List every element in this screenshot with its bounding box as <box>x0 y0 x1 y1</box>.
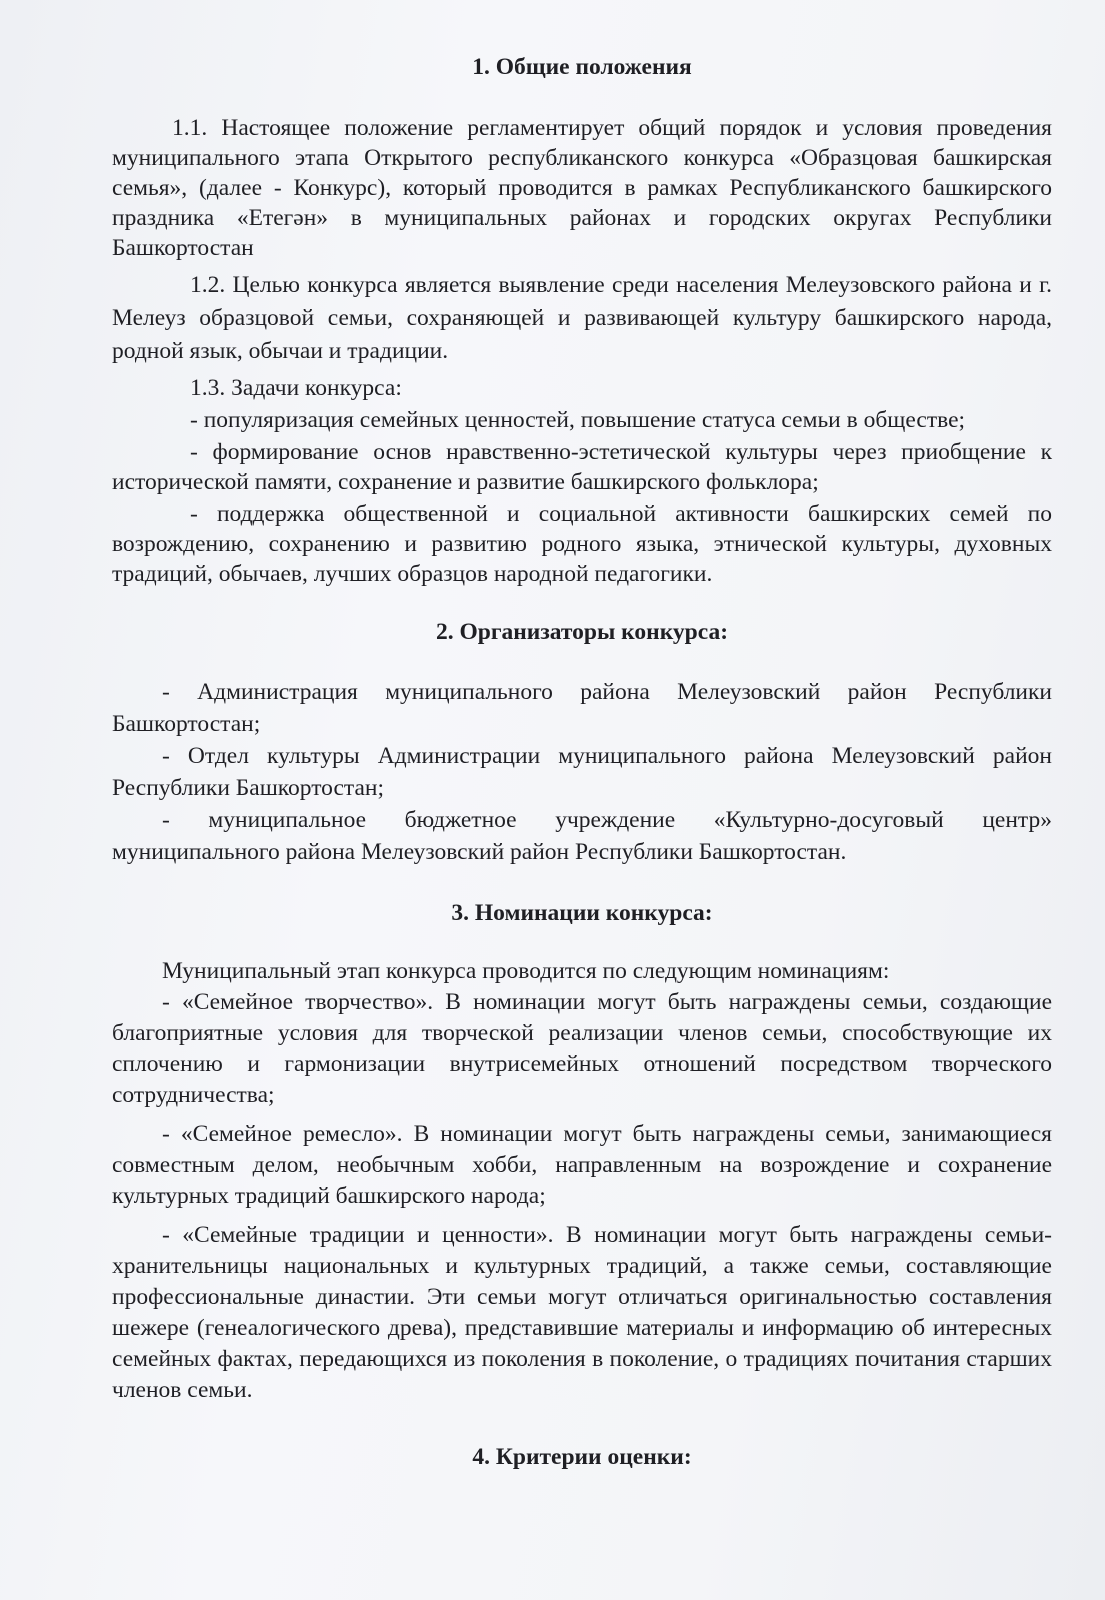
section-3-nomination-1: - «Семейное творчество». В номинации могут быть награждены семьи, создающие благоприятные условия для творческой реализации членов семьи, способствующие их сплочению и гармонизации внутрисемейных отношений посредством творческого сотрудничества; <box>112 989 1052 1108</box>
section-2-organizer-1: - Администрация муниципального района Мелеузовский район Республики Башкортостан; <box>112 679 1052 737</box>
section-2-organizer-3: - муниципальное бюджетное учреждение «Культурно-досуговый центр» муниципального района Мелеузовский район Республики Башкортостан. <box>112 807 1052 865</box>
section-4-title: 4. Критерии оценки: <box>472 1444 692 1470</box>
section-2-organizer-2: - Отдел культуры Администрации муниципального района Мелеузовский район Республики Башкортостан; <box>112 743 1052 801</box>
section-1-title: 1. Общие положения <box>472 54 692 80</box>
section-1-paragraph-1-3: 1.3. Задачи конкурса: <box>190 375 402 401</box>
section-1-task-2: - формирование основ нравственно-эстетической культуры через приобщение к исторической памяти, сохранение и развитие башкирского фольклора; <box>112 439 1052 495</box>
section-3-title: 3. Номинации конкурса: <box>451 900 713 926</box>
section-3-intro: Муниципальный этап конкурса проводится по следующим номинациям: <box>162 958 890 984</box>
section-3-nomination-3: - «Семейные традиции и ценности». В номинации могут быть награждены семьи-хранительницы национальных и культурных традиций, а также семьи, составляющие профессиональные династии. Эти семьи могут отличаться оригинальностью составления шежере (генеалогического древа), представившие материалы и информацию об интересных семейных фактах, передающихся из поколения в поколение, о традициях почитания старших членов семьи. <box>112 1222 1052 1403</box>
section-1-task-3: - поддержка общественной и социальной активности башкирских семей по возрождению, сохранению и развитию родного языка, этнической культуры, духовных традиций, обычаев, лучших образцов народной педагогики. <box>112 501 1052 587</box>
document-body <box>112 52 1052 1472</box>
section-1-paragraph-1-1: 1.1. Настоящее положение регламентирует общий порядок и условия проведения муниципального этапа Открытого республиканского конкурса «Образцовая башкирская семья», (далее - Конкурс), который проводится в рамках Республиканского башкирского праздника «Етегән» в муниципальных районах и городских округах Республики Башкортостан <box>112 115 1052 261</box>
section-2-title: 2. Организаторы конкурса: <box>435 619 729 645</box>
section-1-task-1: - популяризация семейных ценностей, повышение статуса семьи в обществе; <box>190 407 966 433</box>
section-3-nomination-2: - «Семейное ремесло». В номинации могут быть награждены семьи, занимающиеся совместным делом, необычным хобби, направленным на возрождение и сохранение культурных традиций башкирского народа; <box>112 1121 1052 1209</box>
section-1-paragraph-1-2: 1.2. Целью конкурса является выявление среди населения Мелеузовского района и г. Мелеуз образцовой семьи, сохраняющей и развивающей культуру башкирского народа, родной язык, обычаи и традиции. <box>112 272 1052 364</box>
